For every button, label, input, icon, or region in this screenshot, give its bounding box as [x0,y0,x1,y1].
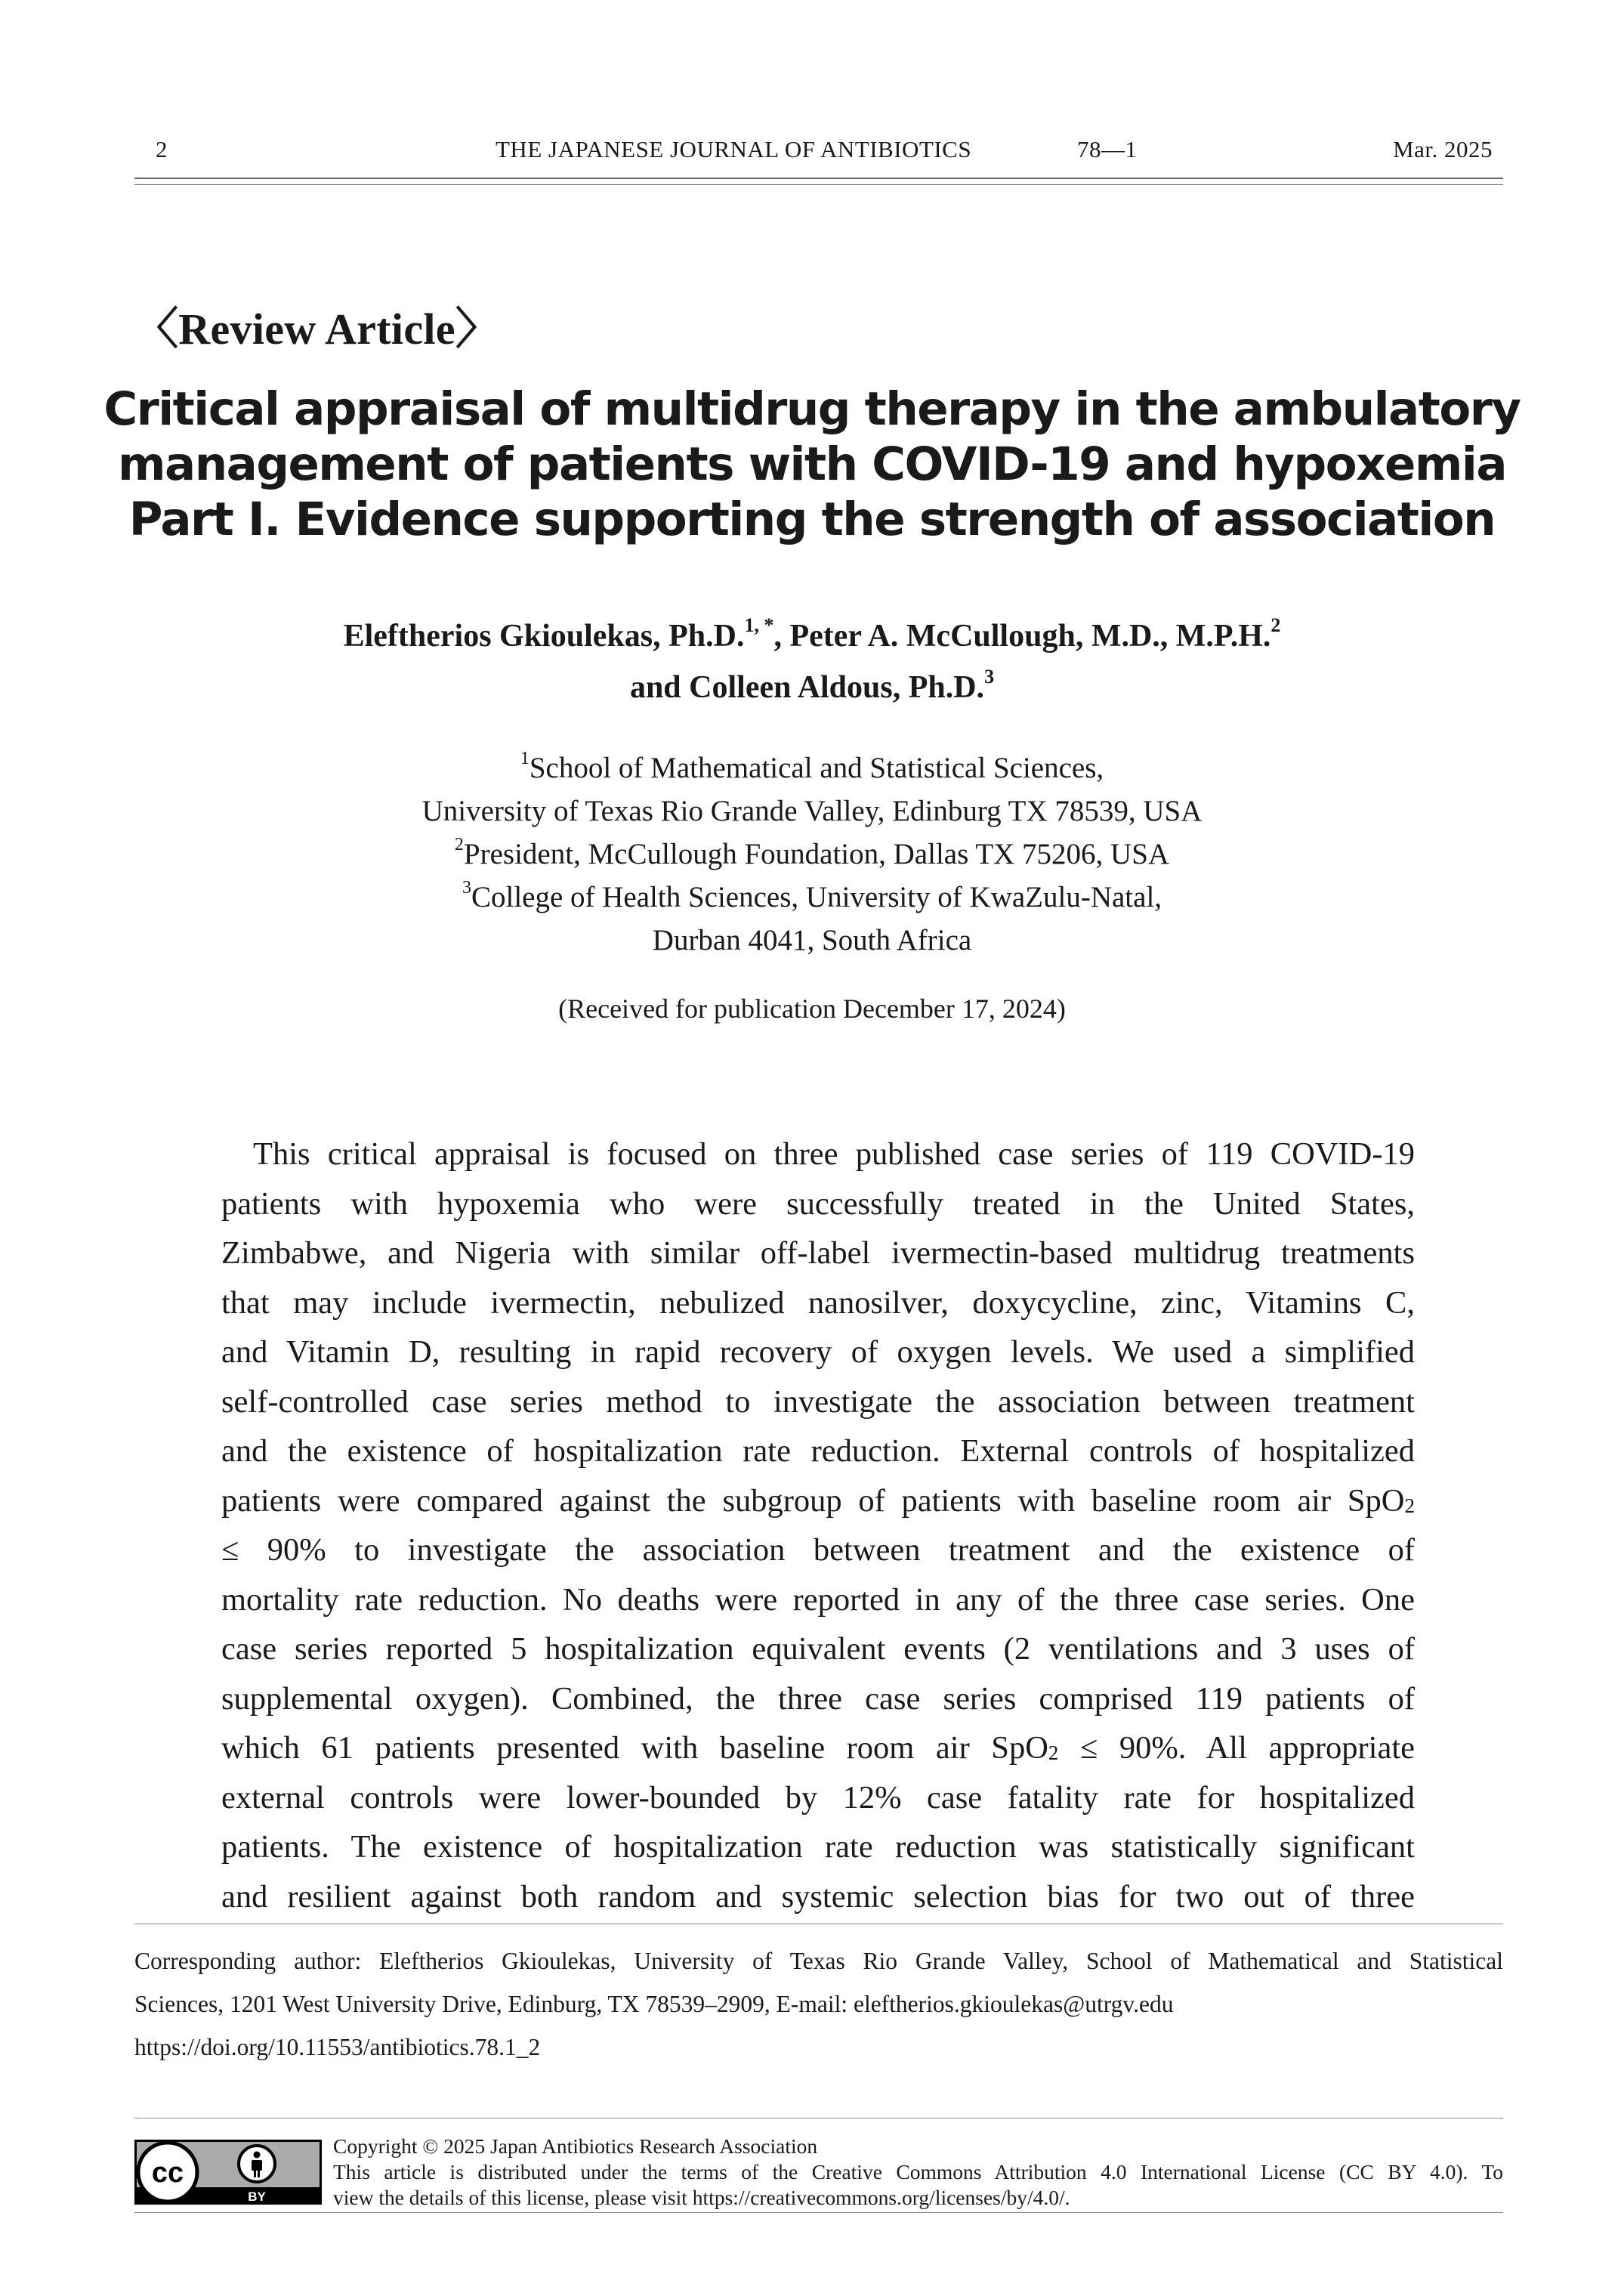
abstract-line: that may include ivermectin, nebulized nanosilver, doxycycline, zinc, Vitamins C, [221,1284,1415,1321]
license-line: view the details of this license, please visit https://creativecommons.org/licenses/by/4.0/. [333,2186,1070,2209]
author-affiliation-marker: 1, * [744,614,774,636]
abstract-line: patients were compared against the subgroup of patients with baseline room air SpO$_2$ [221,1482,1415,1519]
footnote-line: Corresponding author: Eleftherios Gkioulekas, University of Texas Rio Grande Valley, School of Mathematical and Statistical [134,1948,1503,1974]
title-line: Critical appraisal of multidrug therapy in the ambulatory [103,382,1521,436]
volume-issue: 78—1 [1077,136,1138,162]
affiliation-marker: 3 [462,878,471,898]
article-type: 〈Review Article〉 [134,304,500,354]
cc-by-license-icon[interactable] [134,2140,322,2205]
title-line: management of patients with COVID-19 and hypoxemia [118,437,1506,491]
abstract-line: case series reported 5 hospitalization equivalent events (2 ventilations and 3 uses of [221,1631,1415,1667]
subscript: 2 [1048,1741,1059,1764]
abstract-line: patients. The existence of hospitalization rate reduction was statistically significant [221,1829,1415,1865]
abstract-line: and resilient against both random and systemic selection bias for two out of three [221,1878,1415,1914]
abstract-line: external controls were lower-bounded by 12% case fatality rate for hospitalized [221,1779,1415,1816]
abstract-line: supplemental oxygen). Combined, the three case series comprised 119 patients of [221,1680,1415,1717]
page-number: 2 [156,136,168,162]
abstract-line: and the existence of hospitalization rate reduction. External controls of hospitalized [221,1433,1415,1469]
affiliation-line: $^3$College of Health Sciences, University of KwaZulu-Natal, [462,878,1162,913]
person-leg [254,2170,256,2177]
title-line: Part I. Evidence supporting the strength of association [128,493,1496,546]
author-name: Eleftherios Gkioulekas, Ph.D. [343,619,745,654]
footnote-line: Sciences, 1201 West University Drive, Edinburg, TX 78539–2909, E-mail: eleftherios.gkioulekas@utrgv.edu [134,1991,1174,2017]
author-name: and Colleen Aldous, Ph.D. [629,670,985,705]
abstract-line: patients with hypoxemia who were successfully treated in the United States, [221,1185,1415,1222]
license-bottom-rule [134,2212,1503,2213]
abstract-line: which 61 patients presented with baseline room air SpO$_2$ ≤ 90%. All appropriate [221,1730,1416,1766]
author-name: , Peter A. McCullough, M.D., M.P.H. [773,619,1271,654]
author-list [113,610,1511,713]
affiliation-marker: 1 [520,749,529,768]
received-date: (Received for publication December 17, 2024) [558,994,1066,1024]
affiliation-line: $^1$School of Mathematical and Statistical Sciences, [520,749,1104,784]
abstract-line: self-controlled case series method to investigate the association between treatment [221,1383,1415,1420]
affiliation-line: Durban 4041, South Africa [652,924,972,956]
authors-line-2 [113,662,1511,713]
cc-text: cc [151,2157,184,2189]
license-line: This article is distributed under the terms of the Creative Commons Attribution 4.0 International License (CC BY 4.0). To [333,2160,1503,2183]
abstract-line: mortality rate reduction. No deaths were reported in any of the three case series. One [221,1581,1415,1618]
affiliation-marker: 2 [454,835,464,854]
affiliation-line: $^2$President, McCullough Foundation, Dallas TX 75206, USA [454,835,1170,870]
affiliation-list [113,746,1511,962]
running-header [134,136,1503,172]
person-leg [258,2170,260,2177]
license-notice [333,2134,1503,2211]
affiliation-line: University of Texas Rio Grande Valley, Edinburg TX 78539, USA [421,795,1203,827]
abstract-line: ≤ 90% to investigate the association between treatment and the existence of [221,1532,1415,1568]
authors-line-1 [113,610,1511,662]
doi-link[interactable]: https://doi.org/10.11553/antibiotics.78.1_2 [134,2034,541,2060]
corresponding-author-footnote [134,1939,1503,2069]
issue-date: Mar. 2025 [1393,136,1493,162]
journal-name: THE JAPANESE JOURNAL OF ANTIBIOTICS [496,136,972,162]
by-text: BY [248,2189,266,2204]
header-rule [134,178,1503,185]
author-affiliation-marker: 3 [984,666,995,688]
article-title [98,382,1526,547]
copyright-line: Copyright © 2025 Japan Antibiotics Research Association [333,2134,818,2158]
subscript: 2 [1404,1494,1415,1517]
abstract-line: and Vitamin D, resulting in rapid recovery of oxygen levels. We used a simplified [221,1334,1415,1370]
abstract-line: Zimbabwe, and Nigeria with similar off-label ivermectin-based multidrug treatments [221,1235,1415,1271]
author-affiliation-marker: 2 [1270,614,1281,636]
person-head [254,2152,261,2159]
abstract [221,1130,1415,1921]
person-body [252,2160,262,2171]
abstract-line: This critical appraisal is focused on three published case series of 119 COVID-19 [253,1136,1415,1172]
